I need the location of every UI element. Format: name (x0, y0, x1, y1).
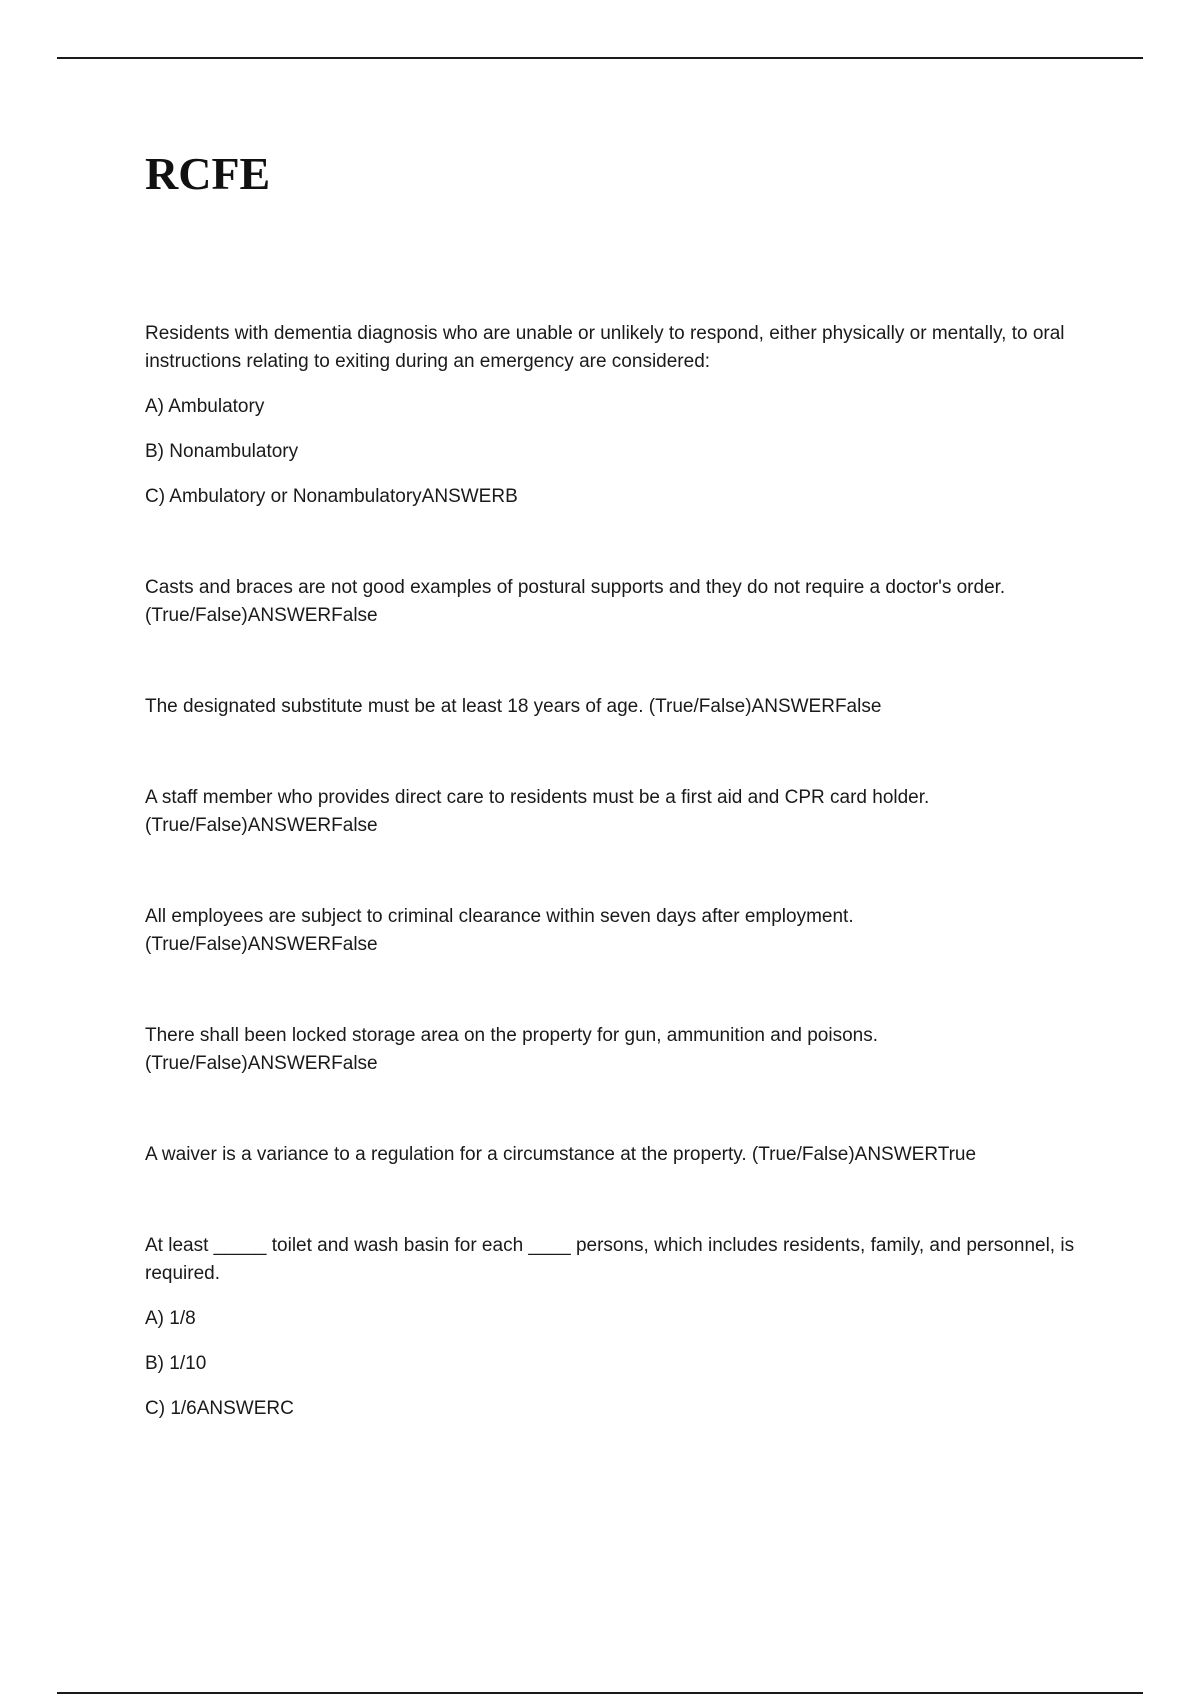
question-item (145, 693, 1085, 721)
answer-option: A) Ambulatory (145, 396, 265, 417)
question-item (145, 903, 1085, 959)
answer-option: C) 1/6ANSWERC (145, 1398, 294, 1419)
question-item (145, 1141, 1085, 1169)
question-text: There shall been locked storage area on the property for gun, ammunition and poisons. (True/False)ANSWERFalse (145, 1025, 879, 1074)
question-text: At least _____ toilet and wash basin for each ____ persons, which includes residents, family, and personnel, is required. (145, 1235, 1075, 1284)
top-rule (57, 57, 1143, 59)
answer-option: B) 1/10 (145, 1353, 207, 1374)
question-text: A waiver is a variance to a regulation for a circumstance at the property. (True/False)ANSWERTrue (145, 1144, 977, 1165)
question-list (145, 320, 1085, 1423)
question-text: All employees are subject to criminal clearance within seven days after employment. (True/False)ANSWERFalse (145, 906, 854, 955)
bottom-rule (57, 1692, 1143, 1694)
question-item (145, 1022, 1085, 1078)
question-text: A staff member who provides direct care to residents must be a first aid and CPR card holder. (True/False)ANSWERFalse (145, 787, 930, 836)
question-text: Residents with dementia diagnosis who are unable or unlikely to respond, either physically or mentally, to oral instructions relating to exiting during an emergency are considered: (145, 323, 1065, 372)
question-item (145, 320, 1085, 511)
question-text: Casts and braces are not good examples of postural supports and they do not require a doctor's order. (True/False)ANSWERFalse (145, 577, 1006, 626)
answer-option: B) Nonambulatory (145, 441, 299, 462)
question-item (145, 1232, 1085, 1423)
question-text: The designated substitute must be at least 18 years of age. (True/False)ANSWERFalse (145, 696, 882, 717)
question-item (145, 574, 1085, 630)
document-title: RCFE (145, 148, 271, 199)
question-item (145, 784, 1085, 840)
answer-option: A) 1/8 (145, 1308, 196, 1329)
answer-option: C) Ambulatory or NonambulatoryANSWERB (145, 486, 518, 507)
